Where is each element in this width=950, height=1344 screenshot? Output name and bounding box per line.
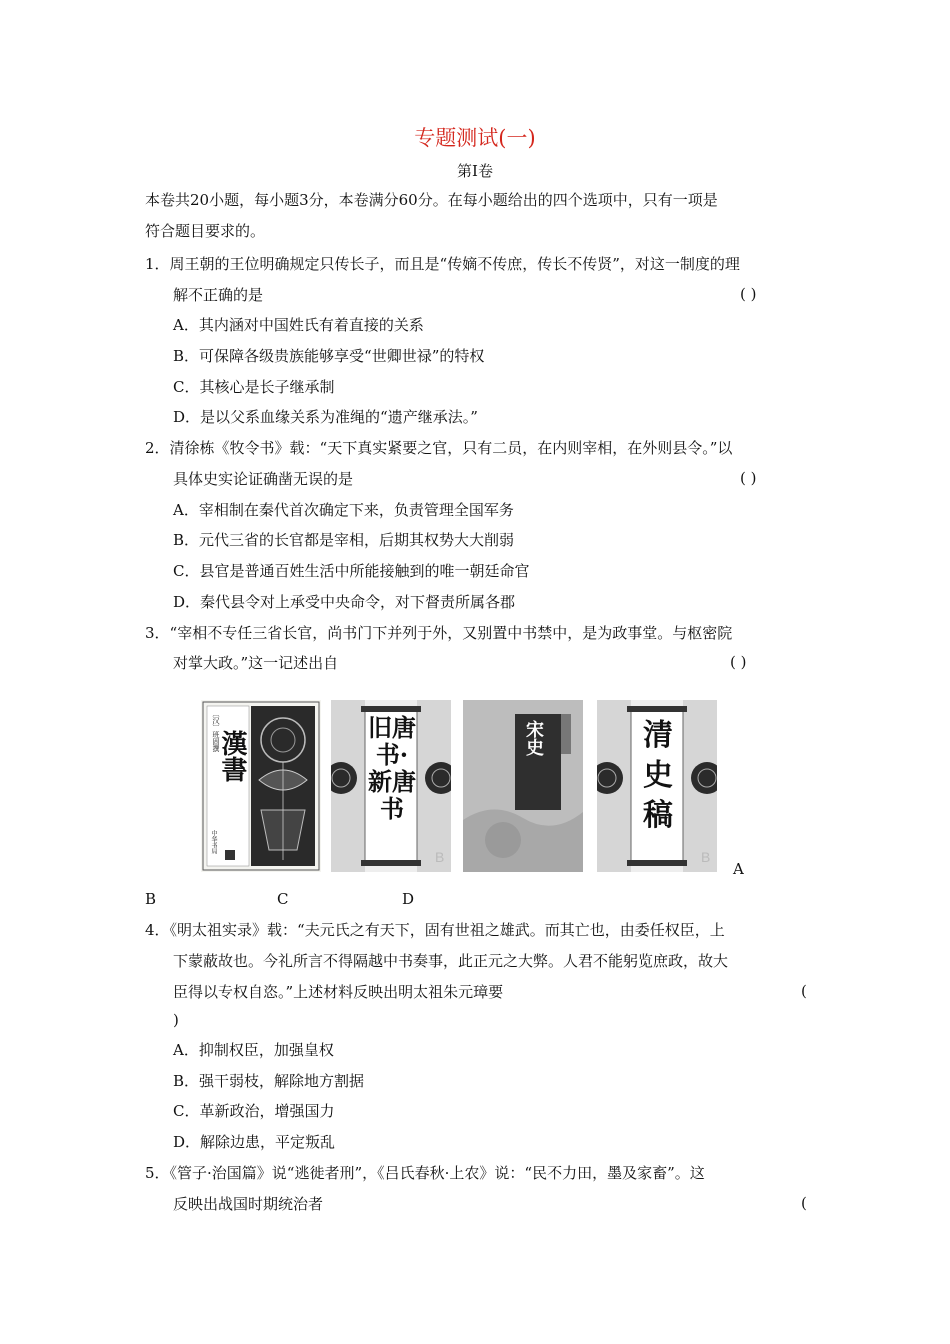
q3-answer-blank: ( ) <box>730 653 747 671</box>
hanshu-publisher: 中华书局 <box>210 830 217 854</box>
tangshu-title: 旧唐书·新唐书 <box>368 713 416 823</box>
q5-stem-line-2: 反映出战国时期统治者 <box>173 1195 324 1213</box>
q4-answer-blank-open: ( <box>801 982 807 1000</box>
qingshigao-title: 清史稿 <box>643 718 673 833</box>
svg-text:B: B <box>435 849 445 865</box>
intro-line-1: 本卷共20小题，每小题3分，本卷满分60分。在每小题给出的四个选项中，只有一项是 <box>145 191 718 209</box>
q1-option-b: B．可保障各级贵族能够享受“世卿世禄”的特权 <box>173 347 485 365</box>
q3-stem-line-2: 对掌大政。”这一记述出自 <box>173 654 339 672</box>
q4-answer-blank-close: ) <box>173 1011 179 1029</box>
book-cover-hanshu <box>201 700 321 872</box>
q3-label-b: B <box>145 890 157 908</box>
q4-option-c: C．革新政治，增强国力 <box>173 1102 335 1120</box>
q2-stem-line-1: 2．清徐栋《牧令书》载：“天下真实紧要之官，只有二员，在内则宰相，在外则县令。”以 <box>145 439 733 457</box>
q1-stem-line-1: 1．周王朝的王位明确规定只传长子，而且是“传嫡不传庶，传长不传贤”，对这一制度的理 <box>145 255 740 273</box>
q2-answer-blank: ( ) <box>740 469 757 487</box>
intro-line-2: 符合题目要求的。 <box>145 222 266 240</box>
q4-stem-line-1: 4．《明太祖实录》载：“夫元氏之有天下，固有世祖之雄武。而其亡也，由委任权臣，上 <box>145 921 725 939</box>
book-cover-tangshu <box>331 700 451 872</box>
q4-option-d: D．解除边患，平定叛乱 <box>173 1133 336 1151</box>
q5-stem-line-1: 5．《管子·治国篇》说“逃徙者刑”，《吕氏春秋·上农》说：“民不力田，墨及家畜”。这 <box>145 1164 705 1182</box>
section-heading: 第Ⅰ卷 <box>457 162 493 180</box>
svg-text:B: B <box>701 849 711 865</box>
q2-option-a: A．宰相制在秦代首次确定下来，负责管理全国军务 <box>173 501 514 519</box>
page-title: 专题测试(一) <box>414 126 536 150</box>
hanshu-author: 〔汉〕班固撰 <box>212 710 220 752</box>
book-cover-qingshigao <box>597 700 717 872</box>
songshi-title: 宋史 <box>523 720 544 756</box>
q2-option-b: B．元代三省的长官都是宰相，后期其权势大大削弱 <box>173 531 515 549</box>
q1-stem-line-2: 解不正确的是 <box>173 286 264 304</box>
q2-option-d: D．秦代县令对上承受中央命令，对下督责所属各郡 <box>173 593 516 611</box>
q5-answer-blank-open: ( <box>801 1194 807 1212</box>
book-cover-songshi <box>463 700 583 872</box>
q1-option-d: D．是以父系血缘关系为准绳的“遗产继承法。” <box>173 408 478 426</box>
q3-label-c: C <box>277 890 289 908</box>
q2-stem-line-2: 具体史实论证确凿无误的是 <box>173 470 354 488</box>
hanshu-title: 漢書 <box>217 730 247 782</box>
q1-option-a: A．其内涵对中国姓氏有着直接的关系 <box>173 316 424 334</box>
q3-label-a: A <box>733 860 744 878</box>
q4-option-b: B．强干弱枝，解除地方割据 <box>173 1072 365 1090</box>
q4-stem-line-3: 臣得以专权自恣。”上述材料反映出明太祖朱元璋要 <box>173 983 504 1001</box>
q4-stem-line-2: 下蒙蔽故也。今礼所言不得隔越中书奏事，此正元之大弊。人君不能躬览庶政，故大 <box>173 952 729 970</box>
q2-option-c: C．县官是普通百姓生活中所能接触到的唯一朝廷命官 <box>173 562 530 580</box>
q4-option-a: A．抑制权臣，加强皇权 <box>173 1041 334 1059</box>
q3-label-d: D <box>402 890 415 908</box>
q1-answer-blank: ( ) <box>740 285 757 303</box>
q3-stem-line-1: 3．“宰相不专任三省长官，尚书门下并列于外，又别置中书禁中，是为政事堂。与枢密院 <box>145 624 733 642</box>
q1-option-c: C．其核心是长子继承制 <box>173 378 335 396</box>
